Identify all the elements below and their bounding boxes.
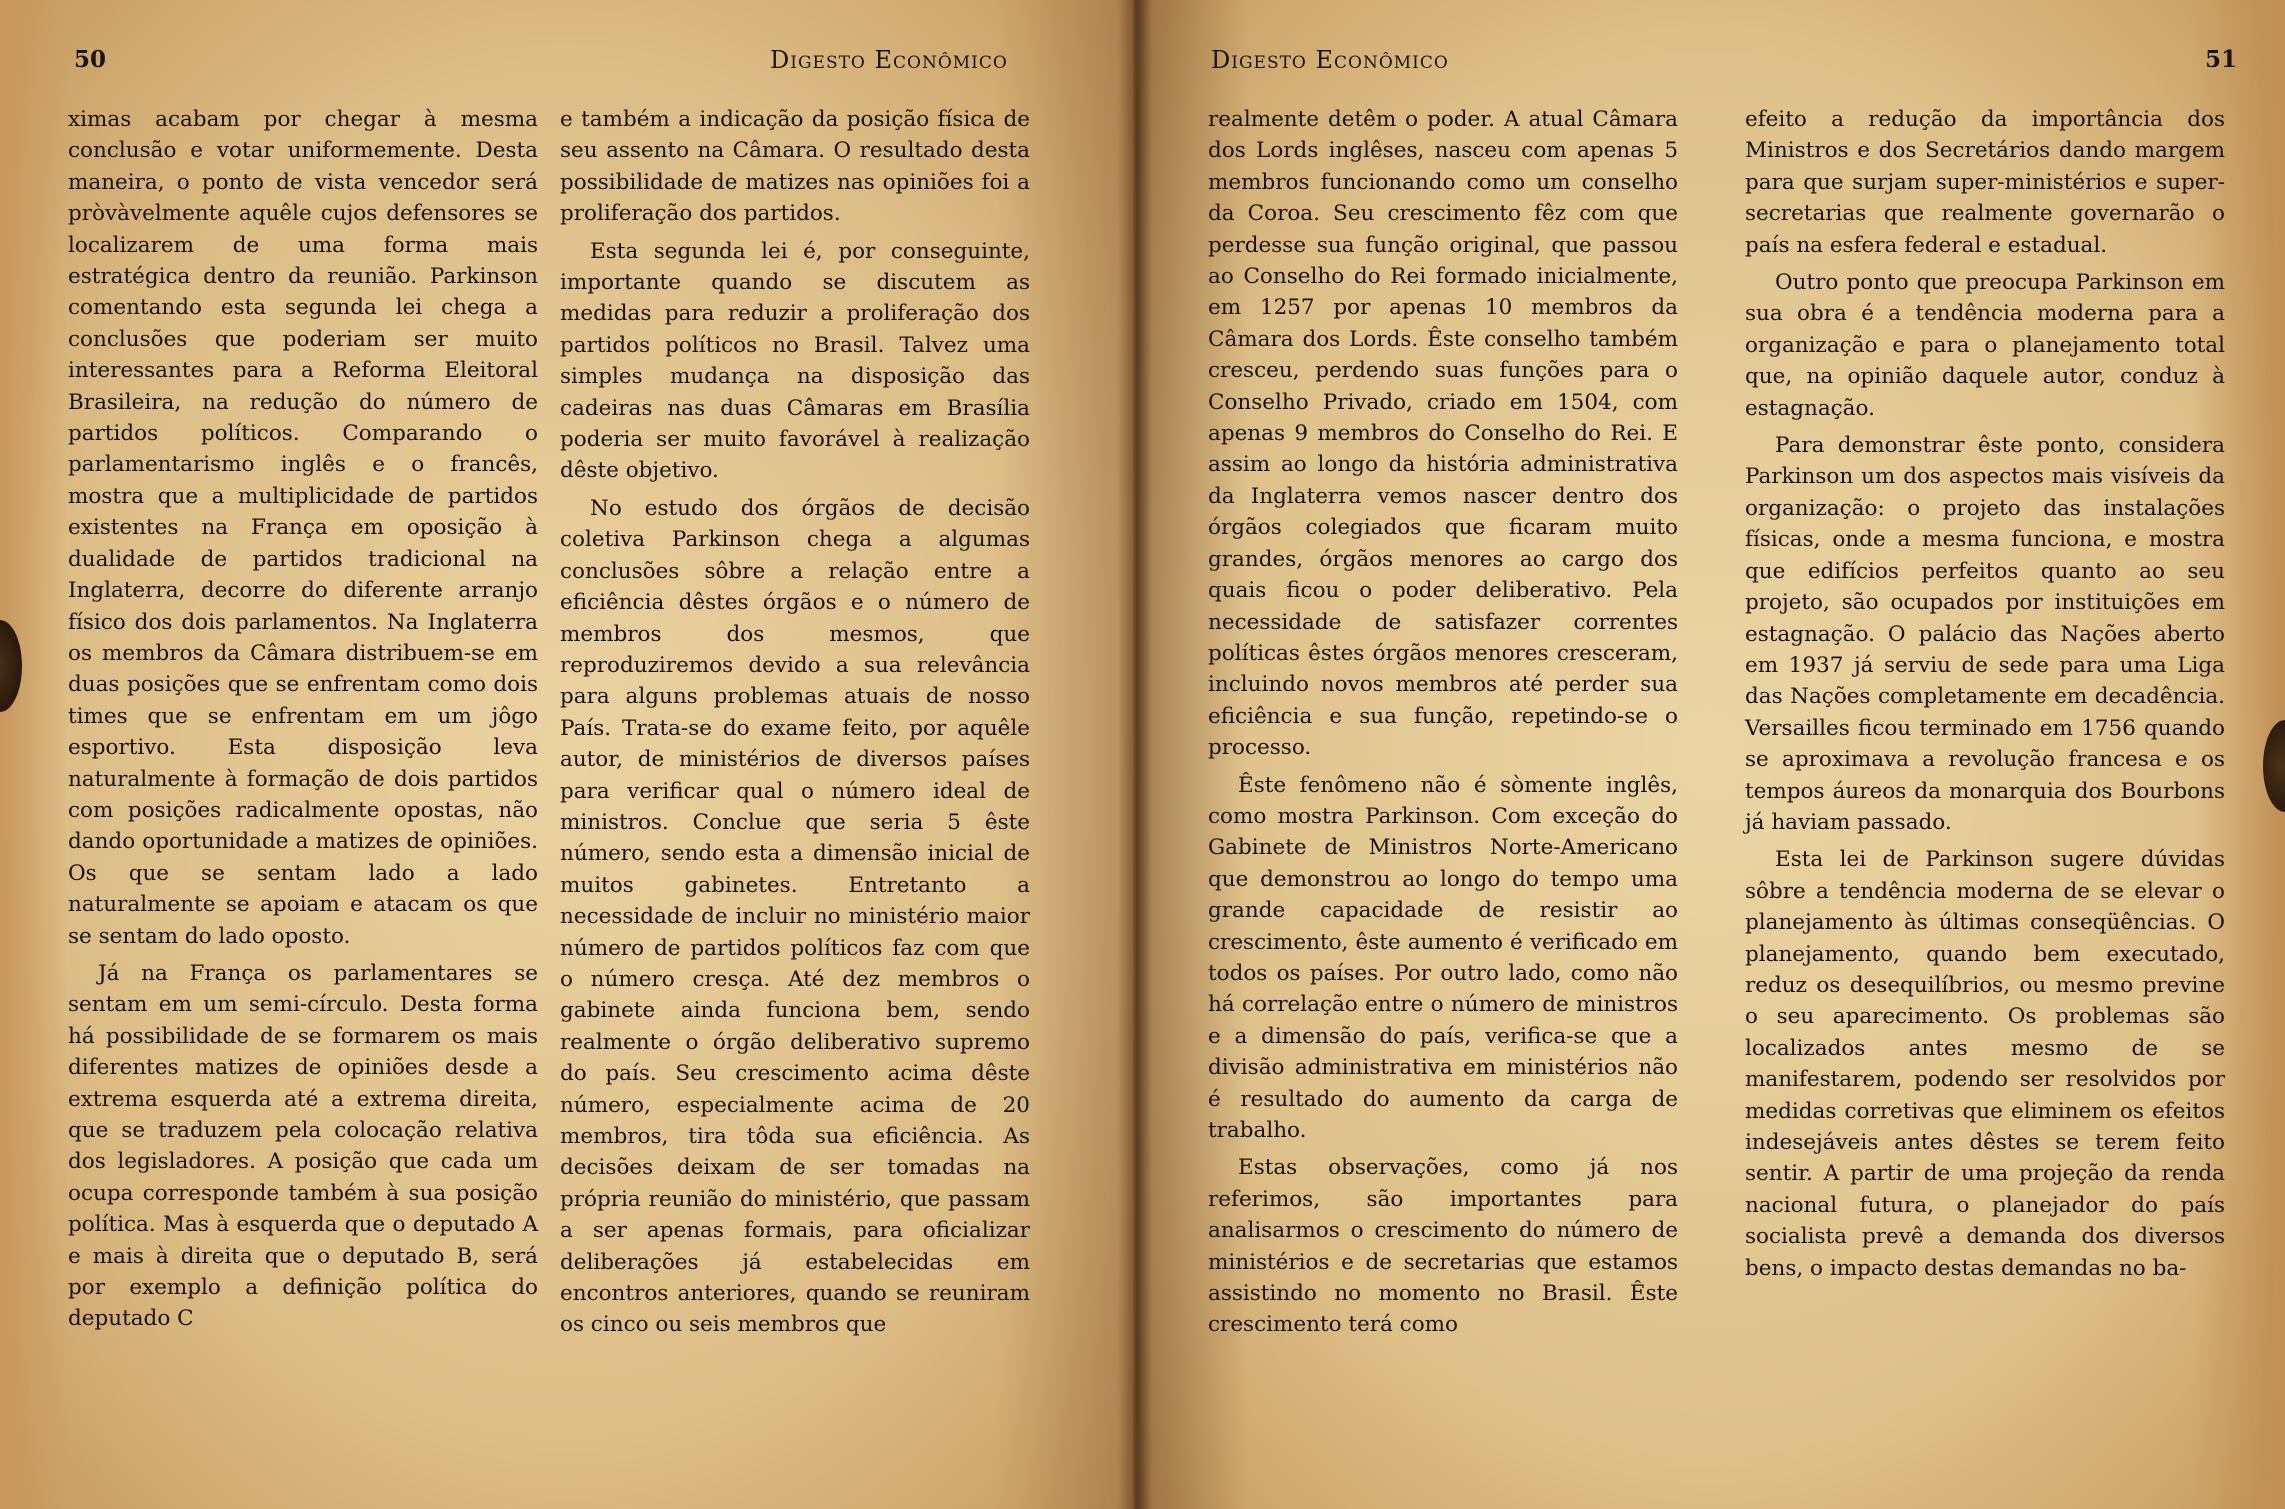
right-page-column-2 bbox=[1745, 104, 2225, 1284]
binder-hole bbox=[0, 620, 22, 712]
running-head-left: Digesto Econômico bbox=[770, 46, 1008, 74]
paragraph: No estudo dos órgãos de decisão coletiva Parkinson chega a algumas conclusões sôbre a relação entre a eficiência dêstes órgãos e o número de membros dos mesmos, que reproduziremos devido a sua relevância para alguns problemas atuais de nosso País. Trata-se do exame feito, por aquêle autor, de ministérios de diversos países para verificar qual o número ideal de ministros. Conclue que seria 5 êste número, sendo esta a dimensão inicial de muitos gabinetes. Entretanto a necessidade de incluir no ministério maior número de partidos políticos faz com que o número cresça. Até dez membros o gabinete ainda funciona bem, sendo realmente o órgão deliberativo supremo do país. Seu crescimento acima dêste número, especialmente acima de 20 membros, tira tôda sua eficiência. As decisões deixam de ser tomadas na própria reunião do ministério, que passam a ser apenas formais, para oficializar deliberações já estabelecidas em encontros anteriores, quando se reuniram os cinco ou seis membros que bbox=[560, 495, 1030, 1338]
paragraph: Êste fenômeno não é sòmente inglês, como mostra Parkinson. Com exceção do Gabinete de Ministros Norte-Americano que demonstrou ao longo do tempo uma grande capacidade de resistir ao crescimento, êste aumento é verificado em todos os países. Por outro lado, como não há correlação entre o número de ministros e a dimensão do país, verifica-se que a divisão administrativa em ministérios não é resultado do aumento da carga de trabalho. bbox=[1208, 772, 1678, 1143]
paragraph: Esta segunda lei é, por conseguinte, importante quando se discutem as medidas para reduzir a proliferação dos partidos políticos no Brasil. Talvez uma simples mudança na disposição das cadeiras nas duas Câmaras em Brasília poderia ser muito favorável à realização dêste objetivo. bbox=[560, 238, 1030, 484]
book-gutter bbox=[1118, 0, 1152, 1509]
left-page bbox=[0, 0, 1133, 1509]
paragraph: e também a indicação da posição física de seu assento na Câmara. O resultado desta possibilidade de matizes nas opiniões foi a proliferação dos partidos. bbox=[560, 107, 1030, 227]
right-page bbox=[1133, 0, 2285, 1509]
paragraph: Estas observações, como já nos referimos, são importantes para analisarmos o crescimento do número de ministérios e de secretarias que estamos assistindo no momento no Brasil. Êste crescimento terá como bbox=[1208, 1155, 1678, 1338]
running-head-right: Digesto Econômico bbox=[1211, 46, 1449, 74]
left-page-column-2 bbox=[560, 104, 1030, 1341]
paragraph: Esta lei de Parkinson sugere dúvidas sôbre a tendência moderna de se elevar o planejamento às últimas conseqüências. O planejamento, quando bem executado, reduz os desequilíbrios, ou mesmo previne o seu aparecimento. Os problemas são localizados antes mesmo de se manifestarem, podendo ser resolvidos por medidas corretivas que eliminem os efeitos indesejáveis antes dêstes se terem feito sentir. A partir de uma projeção da renda nacional futura, o planejador do país socialista prevê a demanda dos diversos bens, o impacto destas demandas no ba- bbox=[1745, 847, 2225, 1281]
paragraph: ximas acabam por chegar à mesma conclusão e votar uniformemente. Desta maneira, o ponto de vista vencedor será pròvàvelmente aquêle cujos defensores se localizarem de uma forma mais estratégica dentro da reunião. Parkinson comentando esta segunda lei chega a conclusões que poderiam ser muito interessantes para a Reforma Eleitoral Brasileira, na redução do número de partidos políticos. Comparando o parlamentarismo inglês e o francês, mostra que a multiplicidade de partidos existentes na França em oposição à dualidade de partidos tradicional na Inglaterra, decorre do diferente arranjo físico dos dois parlamentos. Na Inglaterra os membros da Câmara distribuem-se em duas posições que se enfrentam como dois times que se enfrentam em um jôgo esportivo. Esta disposição leva naturalmente à formação de dois partidos com posições radicalmente opostas, não dando oportunidade a matizes de opiniões. Os que se sentam lado a lado naturalmente se apoiam e atacam os que se sentam do lado oposto. bbox=[68, 107, 538, 949]
page-number-right: 51 bbox=[2205, 46, 2238, 73]
paragraph: efeito a redução da importância dos Ministros e dos Secretários dando margem para que surjam super-ministérios e super-secretarias que realmente governarão o país na esfera federal e estadual. bbox=[1745, 107, 2225, 258]
paragraph: Outro ponto que preocupa Parkinson em sua obra é a tendência moderna para a organização e para o planejamento total que, na opinião daquele autor, conduz à estagnação. bbox=[1745, 270, 2225, 421]
paragraph: Para demonstrar êste ponto, considera Parkinson um dos aspectos mais visíveis da organização: o projeto das instalações físicas, onde a mesma funciona, e mostra que edifícios perfeitos quanto ao seu projeto, são ocupados por instituições em estagnação. O palácio das Nações aberto em 1937 já serviu de sede para uma Liga das Nações completamente em decadência. Versailles ficou terminado em 1756 quando se aproximava a revolução francesa e os tempos áureos da monarquia dos Bourbons já haviam passado. bbox=[1745, 433, 2225, 835]
left-page-column-1 bbox=[68, 104, 538, 1335]
page-number-left: 50 bbox=[74, 46, 107, 73]
paragraph: realmente detêm o poder. A atual Câmara dos Lords inglêses, nasceu com apenas 5 membros funcionando como um conselho da Coroa. Seu crescimento fêz com que perdesse sua função original, que passou ao Conselho do Rei formado inicialmente, em 1257 por apenas 10 membros da Câmara dos Lords. Êste conselho também cresceu, perdendo suas funções para o Conselho Privado, criado em 1504, com apenas 9 membros do Conselho do Rei. E assim ao longo da história administrativa da Inglaterra vemos nascer dentro dos órgãos colegiados que ficaram muito grandes, órgãos menores ao cargo dos quais ficou o poder deliberativo. Pela necessidade de satisfazer correntes políticas êstes órgãos menores cresceram, incluindo novos membros até perder sua eficiência e sua função, repetindo-se o processo. bbox=[1208, 107, 1678, 761]
right-page-column-1 bbox=[1208, 104, 1678, 1341]
paragraph: Já na França os parlamentares se sentam em um semi-círculo. Desta forma há possibilidade de se formarem os mais diferentes matizes de opiniões desde a extrema esquerda até a extrema direita, que se traduzem pela colocação relativa dos legisladores. A posição que cada um ocupa corresponde também à sua posição política. Mas à esquerda que o deputado A e mais à direita que o deputado B, será por exemplo a definição política do deputado C bbox=[68, 960, 538, 1332]
binder-hole bbox=[2263, 720, 2285, 812]
